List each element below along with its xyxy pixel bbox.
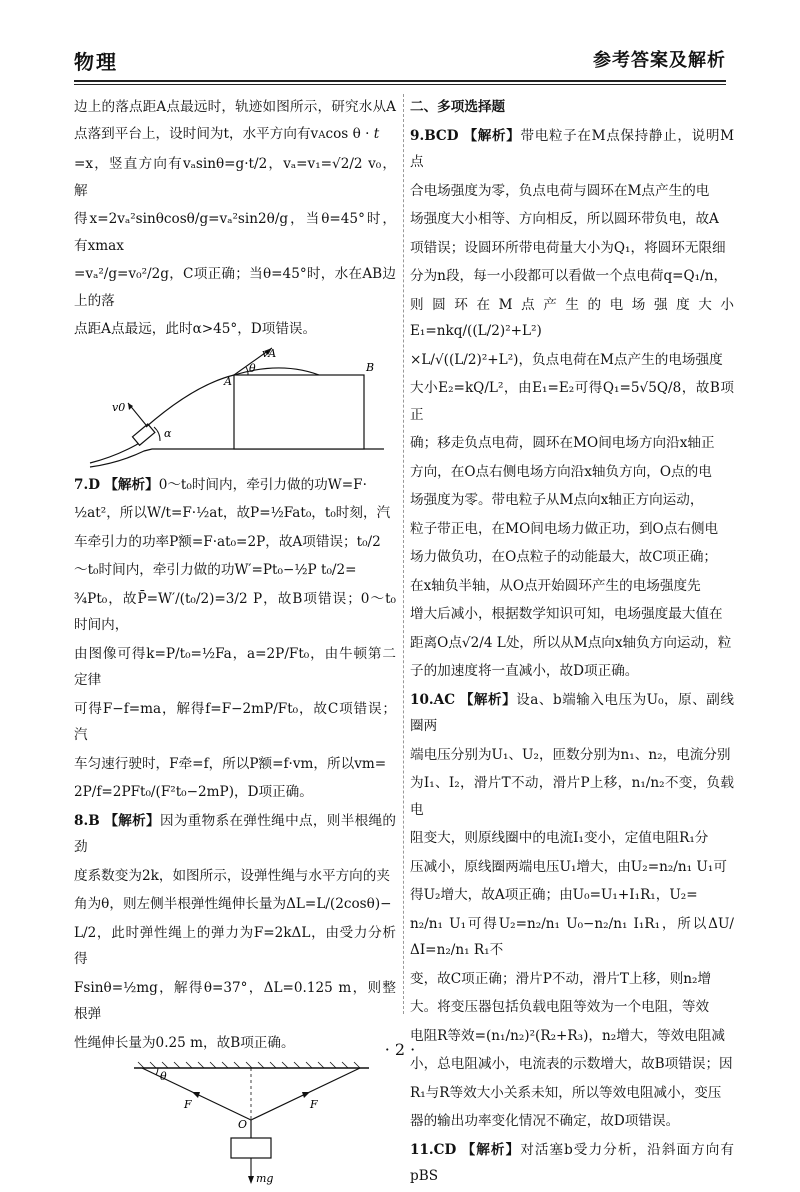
page-number: · 2 ·: [384, 1040, 416, 1059]
header-rule: [74, 80, 726, 82]
q9-line: 子的加速度将一直减小，故D项正确。: [410, 663, 639, 679]
q10-line: 压减小，原线圈两端电压U₁增大，由U₂=n₂/n₁ U₁可: [410, 858, 727, 875]
trajectory-figure: [74, 345, 394, 470]
q9-line: 分为n段，每一小段都可以看做一个点电荷q=Q₁/n，: [410, 268, 728, 284]
fig1-label-alpha: α: [164, 426, 172, 440]
q7-line: 车牵引力的功率P额=F·at₀=2P，故A项错误；t₀/2: [74, 533, 381, 550]
fig2-label-mg: mg: [256, 1172, 274, 1185]
q6-continuation: [74, 94, 396, 343]
q9-line: 方向，在O点右侧电场方向沿x轴负方向，O点的电: [410, 463, 712, 480]
fig1-label-theta: θ: [249, 361, 256, 375]
q9-block: [410, 123, 734, 685]
q8-line: 角为θ，则左侧半根弹性绳伸长量为ΔL=L/(2cosθ)−: [74, 896, 392, 912]
q7-tag: 【解析】: [104, 476, 159, 493]
q9-line: 大小E₂=kQ/L²，由E₁=E₂可得Q₁=5√5Q/8，故B项正: [410, 380, 734, 423]
fig1-label-A: A: [224, 374, 232, 388]
q8-line: Fsinθ=½mg，解得θ=37°，ΔL=0.125 m，则整根弹: [74, 979, 396, 1022]
q9-line: 距离O点√2/4 L处，所以从M点向x轴负方向运动，粒: [410, 634, 732, 651]
q8-line: 8.B 【解析】因为重物系在弹性绳中点，则半根绳的劲: [74, 812, 397, 855]
header-rule-thin: [74, 84, 726, 85]
q10-line: 大。将变压器包括负载电阻等效为一个电阻，等效: [410, 999, 710, 1015]
q7-line: ¾Pt₀，故P̄=W′/(t₀/2)=3/2 P，故B项错误；0～t₀时间内，: [74, 590, 396, 633]
q9-line: 在x轴负半轴，从O点开始圆环产生的电场强度先: [410, 577, 701, 594]
q10-line: 为I₁、I₂，滑片T不动，滑片P上移，n₁/n₂不变，负载电: [410, 775, 734, 818]
q8-answer: 8.B: [74, 812, 100, 829]
fig1-label-vA: vA: [262, 346, 277, 360]
q9-line: 合电场强度为零，负点电荷与圆环在M点产生的电: [410, 182, 710, 199]
q7-line: 车匀速行驶时，F牵=f，所以P额=f·vm，所以vm=: [74, 755, 387, 772]
q7-block: [74, 472, 396, 806]
q9-line: 粒子带正电，在MO间电场力做正功，到O点右侧电: [410, 520, 719, 537]
fig2-label-F-left: F: [184, 1098, 192, 1111]
q6-line: =vₐ²/g=v₀²/2g，C项正确；当θ=45°时，水在AB边上的落: [74, 266, 396, 309]
left-column: [74, 94, 396, 1190]
q7-line: 2P/f=2PFt₀/(F²t₀−2mP)，D项正确。: [74, 784, 313, 800]
fig1-label-B: B: [366, 360, 375, 374]
fig2-label-theta: θ: [160, 1070, 167, 1083]
q10-line: 器的输出功率变化情况不确定，故D项错误。: [410, 1113, 680, 1129]
fig2-label-F-right: F: [310, 1098, 318, 1111]
q6-line: 得x=2vₐ²sinθcosθ/g=vₐ²sin2θ/g，当θ=45°时，有xmax: [74, 211, 396, 254]
q11-line: 11.CD 【解析】对活塞b受力分析，沿斜面方向有pBS: [410, 1141, 734, 1184]
q7-line: ～t₀时间内，牵引力做的功W′=Pt₀−½P t₀/2=: [74, 562, 357, 578]
q11-block: [410, 1137, 734, 1190]
fig2-label-O: O: [238, 1118, 248, 1131]
q6-line: 点距A点最远，此时α>45°，D项错误。: [74, 321, 317, 337]
q11-answer: 11.CD: [410, 1141, 457, 1158]
q7-line: ½at²，所以W/t=F·½at，故P=½Fat₀，t₀时刻，汽: [74, 505, 391, 521]
right-column: [410, 94, 734, 1192]
q6-line: =x，竖直方向有vₐsinθ=g·t/2，vₐ=v₁=√2/2 v₀，解: [74, 156, 396, 199]
q9-tag: 【解析】: [463, 127, 521, 144]
q10-line: 得U₂增大，故A项正确；由U₀=U₁+I₁R₁，U₂=: [410, 887, 698, 903]
q10-line: 电阻R等效=(n₁/n₂)²(R₂+R₃)，n₂增大，等效电阻减: [410, 1027, 725, 1044]
q10-line: 小，总电阻减小，电流表的示数增大，故B项错误；因: [410, 1056, 733, 1072]
page-header-title: 参考答案及解析: [593, 50, 726, 71]
q8-block: [74, 808, 396, 1057]
q9-answer: 9.BCD: [410, 127, 459, 144]
q10-block: [410, 687, 734, 1135]
q6-line: 边上的落点距A点最远时，轨迹如图所示，研究水从A点落到平台上，设时间为t，水平方向有vAcos θ · t: [74, 99, 396, 142]
fig1-label-v0: v0: [112, 400, 126, 414]
q9-line: 场力做负功，在O点粒子的动能最大，故C项正确；: [410, 549, 718, 565]
q9-line: ×L/√((L/2)²+L²)，负点电荷在M点产生的电场强度: [410, 351, 723, 368]
q9-line: 增大后减小，根据数学知识可知，电场强度最大值在: [410, 606, 723, 622]
q7-answer: 7.D: [74, 476, 100, 493]
q10-line: 变，故C项正确；滑片P不动，滑片T上移，则n₂增: [410, 970, 712, 987]
q8-tag: 【解析】: [104, 812, 160, 829]
q8-line: 度系数变为2k，如图所示，设弹性绳与水平方向的夹: [74, 867, 390, 884]
q7-line: 7.D 【解析】0～t₀时间内，牵引力做的功W=F·: [74, 476, 367, 493]
q9-line: 项错误；设圆环所带电荷量大小为Q₁，将圆环无限细: [410, 239, 726, 256]
q9-line: 场强度大小相等、方向相反，所以圆环带负电，故A: [410, 211, 719, 227]
subject-label: 物理: [74, 50, 118, 74]
q10-line: 阻变大，则原线圈中的电流I₁变小，定值电阻R₁分: [410, 830, 709, 846]
q9-line: 确；移走负点电荷，圆环在MO间电场方向沿x轴正: [410, 435, 715, 451]
q11-tag: 【解析】: [461, 1141, 521, 1158]
q10-answer: 10.AC: [410, 691, 456, 708]
q10-line: n₂/n₁ U₁可得U₂=n₂/n₁ U₀−n₂/n₁ I₁R₁，所以ΔU/ΔI=n₂/n₁ R₁不: [410, 915, 734, 958]
q10-line: 端电压分别为U₁、U₂，匝数分别为n₁、n₂，电流分别: [410, 746, 731, 763]
q9-line: 场强度为零。带电粒子从M点向x轴正方向运动，: [410, 492, 704, 508]
q8-line: L/2，此时弹性绳上的弹力为F=2kΔL，由受力分析得: [74, 924, 396, 967]
section-title: 二、多项选择题: [410, 99, 506, 115]
q9-line: 9.BCD 【解析】带电粒子在M点保持静止，说明M点: [410, 127, 735, 170]
q8-line: 性绳伸长量为0.25 m，故B项正确。: [74, 1034, 295, 1051]
q10-line: R₁与R等效大小关系未知，所以等效电阻减小，变压: [410, 1084, 722, 1101]
column-divider: [403, 94, 404, 1014]
q10-line: 10.AC 【解析】设a、b端输入电压为U₀，原、副线圈两: [410, 691, 734, 734]
q7-line: 由图像可得k=P/t₀=½Fa，a=2P/Ft₀，由牛顿第二定律: [74, 645, 396, 688]
q7-line: 可得F−f=ma，解得f=F−2mP/Ft₀，故C项错误；汽: [74, 700, 396, 743]
q10-tag: 【解析】: [459, 691, 517, 708]
q9-line: 则圆环在M点产生的电场强度大小E₁=nkq/((L/2)²+L²): [410, 296, 734, 339]
elastic-cord-figure: [114, 1058, 434, 1188]
